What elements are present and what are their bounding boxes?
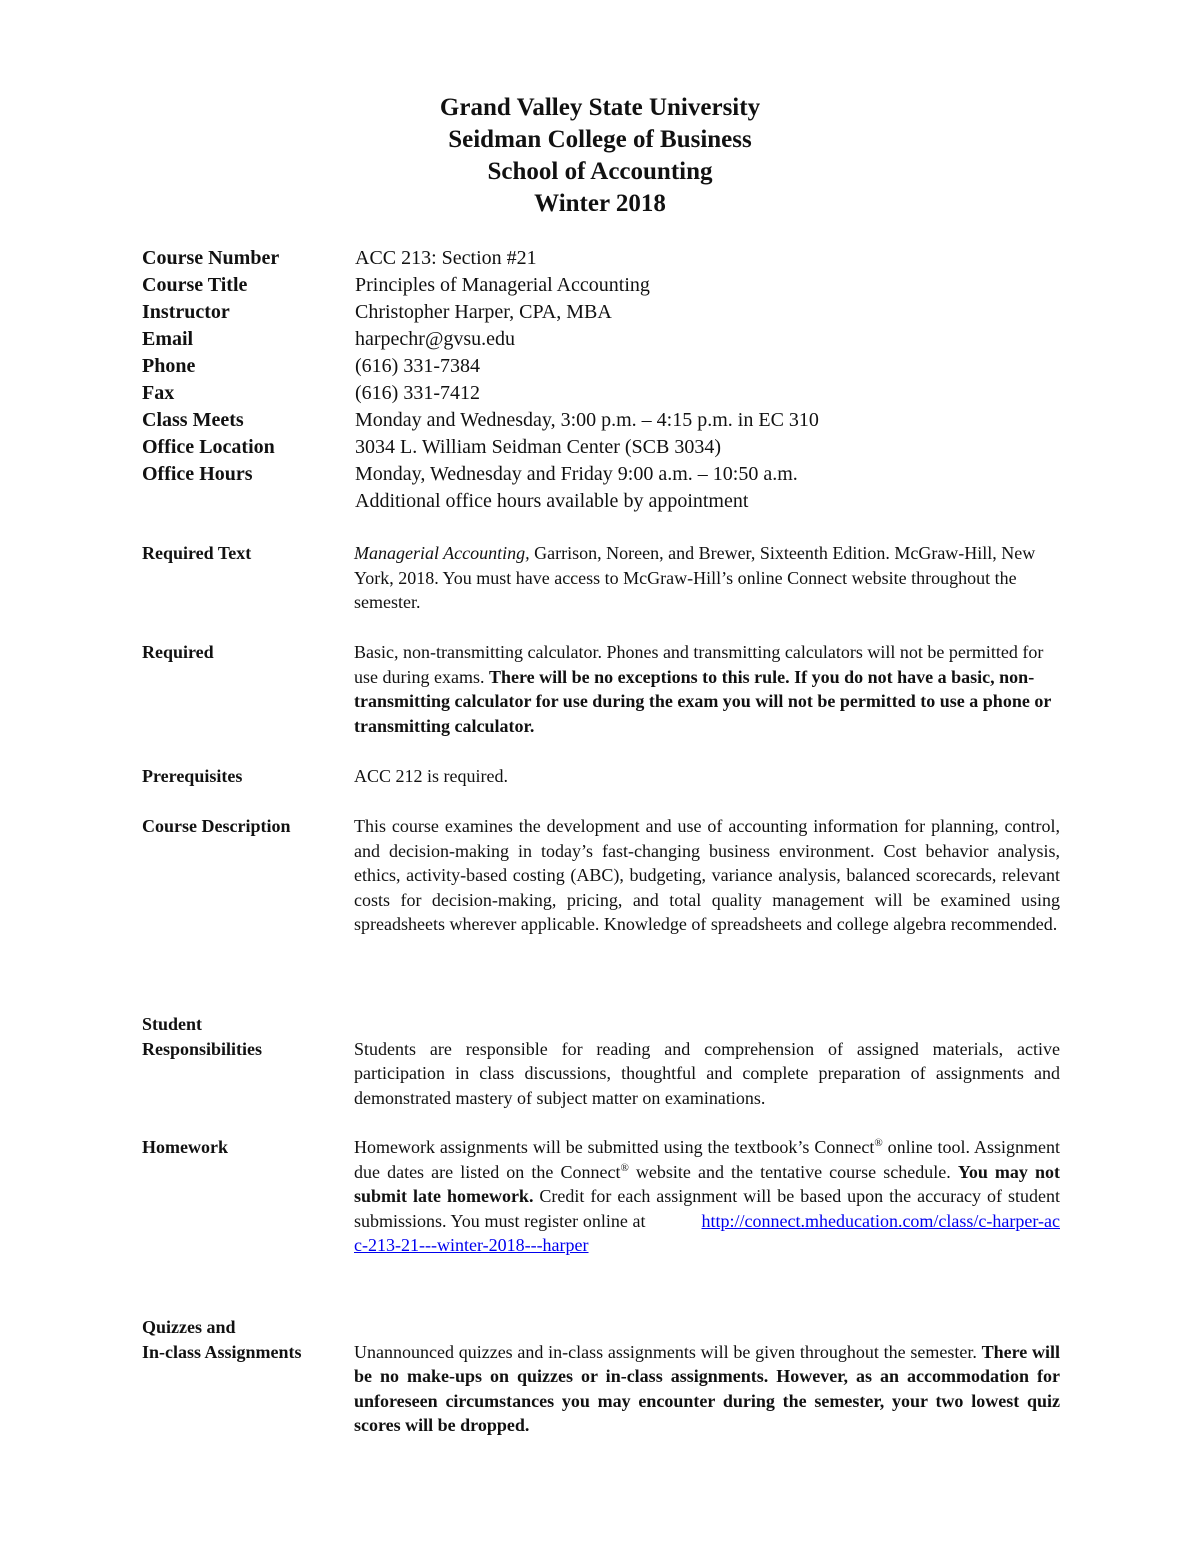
section-body bbox=[354, 541, 1060, 615]
registered-mark: ® bbox=[874, 1137, 883, 1149]
college-name: Seidman College of Business bbox=[448, 126, 752, 153]
info-row-email bbox=[142, 326, 1075, 353]
section-label-line1: Quizzes and bbox=[142, 1317, 236, 1337]
info-label: Email bbox=[142, 328, 194, 350]
registered-mark: ® bbox=[620, 1161, 629, 1174]
info-value: 3034 L. William Seidman Center (SCB 3034) bbox=[355, 436, 722, 458]
section-body: ACC 212 is required. bbox=[354, 766, 508, 786]
section-quizzes bbox=[142, 1315, 1060, 1438]
section-label: Homework bbox=[142, 1137, 228, 1157]
document-header bbox=[0, 92, 1200, 220]
section-student-responsibilities bbox=[142, 1012, 1060, 1110]
email-address: harpechr@gvsu.edu bbox=[355, 328, 516, 350]
info-row-office-location bbox=[142, 434, 1075, 461]
section-label-line1: Student bbox=[142, 1014, 203, 1034]
school-name: School of Accounting bbox=[487, 158, 713, 185]
info-label: Fax bbox=[142, 382, 175, 404]
info-row-course-number bbox=[142, 245, 1075, 272]
info-row-instructor bbox=[142, 299, 1075, 326]
calculator-policy: Basic, non-transmitting calculator. Phones and transmitting calculators will not be permitted for use during exams. bbox=[354, 642, 1044, 687]
semester: Winter 2018 bbox=[534, 190, 666, 217]
section-required bbox=[142, 640, 1060, 738]
section-label: Course Description bbox=[142, 816, 291, 836]
course-info-table bbox=[142, 245, 1075, 515]
quiz-policy: Unannounced quizzes and in-class assignments will be given throughout the semester. bbox=[354, 1341, 982, 1362]
section-label: Required Text bbox=[142, 543, 252, 563]
info-value: Christopher Harper, CPA, MBA bbox=[355, 301, 612, 323]
homework-text: online tool. Assignment due dates are listed on the Connect bbox=[354, 1137, 1060, 1182]
section-prerequisites bbox=[142, 764, 1060, 789]
section-label-line2: In-class Assignments bbox=[142, 1341, 302, 1362]
info-row-additional-hours bbox=[142, 488, 1075, 515]
info-label: Phone bbox=[142, 355, 196, 377]
section-label-line2: Responsibilities bbox=[142, 1038, 263, 1059]
info-label: Office Hours bbox=[142, 463, 253, 485]
quiz-rule: There will be no make-ups on quizzes or in-class assignments. However, as an accommodation for unforeseen circumstances you may encounter during the semester, your two lowest quiz scores will be dropped. bbox=[354, 1341, 1061, 1435]
info-row-class-meets bbox=[142, 407, 1075, 434]
info-label: Office Location bbox=[142, 436, 275, 458]
textbook-details: Garrison, Noreen, and Brewer, Sixteenth Edition. McGraw-Hill, New York, 2018. You must have access to McGraw-Hill’s online Connect website throughout the semester. bbox=[354, 543, 1036, 612]
section-body: This course examines the development and use of accounting information for planning, control, and decision-making in today’s fast-changing business environment. Cost behavior analysis, ethics, activity-based costing (ABC), budgeting, variance analysis, balanced scorecards, relevant costs for decision-making, pricing, and total quality management will be examined using spreadsheets wherever applicable. Knowledge of spreadsheets and college algebra recommended. bbox=[354, 816, 1060, 934]
info-value: Additional office hours available by appointment bbox=[355, 490, 749, 512]
info-value: Monday, Wednesday and Friday 9:00 a.m. – 10:50 a.m. bbox=[355, 463, 798, 485]
section-label bbox=[142, 1012, 354, 1110]
section-body bbox=[354, 1315, 1060, 1438]
homework-text: Credit for each assignment will be based upon the accuracy of student submissions. You must register online at bbox=[354, 1186, 1060, 1231]
info-label: Instructor bbox=[142, 301, 230, 323]
info-label bbox=[142, 488, 355, 515]
info-value: ACC 213: Section #21 bbox=[355, 247, 537, 269]
info-row-phone bbox=[142, 353, 1075, 380]
section-label: Required bbox=[142, 642, 214, 662]
info-label: Course Number bbox=[142, 247, 280, 269]
section-course-description bbox=[142, 814, 1060, 937]
section-body bbox=[354, 640, 1060, 738]
connect-registration-link[interactable]: http://connect.mheducation.com/class/c-harper-acc-213-21---winter-2018---harper bbox=[354, 1210, 1060, 1255]
calculator-rule: There will be no exceptions to this rule. If you do not have a basic, non-transmitting calculator for use during the exam you will not be permitted to use a phone or transmitting calculator. bbox=[354, 666, 1051, 736]
section-homework bbox=[142, 1135, 1060, 1258]
info-value: (616) 331-7412 bbox=[355, 382, 480, 404]
section-label: Prerequisites bbox=[142, 766, 243, 786]
section-label bbox=[142, 1315, 354, 1438]
university-name: Grand Valley State University bbox=[439, 94, 761, 121]
late-homework-policy: You may not submit late homework. bbox=[354, 1161, 1061, 1206]
info-row-course-title bbox=[142, 272, 1075, 299]
homework-text: Homework assignments will be submitted using the textbook’s Connect bbox=[354, 1137, 875, 1157]
info-row-office-hours bbox=[142, 461, 1075, 488]
info-value: (616) 331-7384 bbox=[355, 355, 480, 377]
homework-text: website and the tentative course schedule. bbox=[628, 1161, 958, 1182]
section-required-text bbox=[142, 541, 1060, 615]
info-row-fax bbox=[142, 380, 1075, 407]
info-value: Principles of Managerial Accounting bbox=[355, 274, 650, 296]
section-body: Students are responsible for reading and comprehension of assigned materials, active participation in class discussions, thoughtful and complete preparation of assignments and demonstrated mastery of subject matter on examinations. bbox=[354, 1038, 1060, 1108]
textbook-title: Managerial Accounting, bbox=[354, 543, 530, 563]
info-label: Course Title bbox=[142, 274, 248, 296]
info-value: Monday and Wednesday, 3:00 p.m. – 4:15 p.m. in EC 310 bbox=[355, 409, 819, 431]
info-label: Class Meets bbox=[142, 409, 244, 431]
section-body bbox=[354, 1135, 1060, 1258]
